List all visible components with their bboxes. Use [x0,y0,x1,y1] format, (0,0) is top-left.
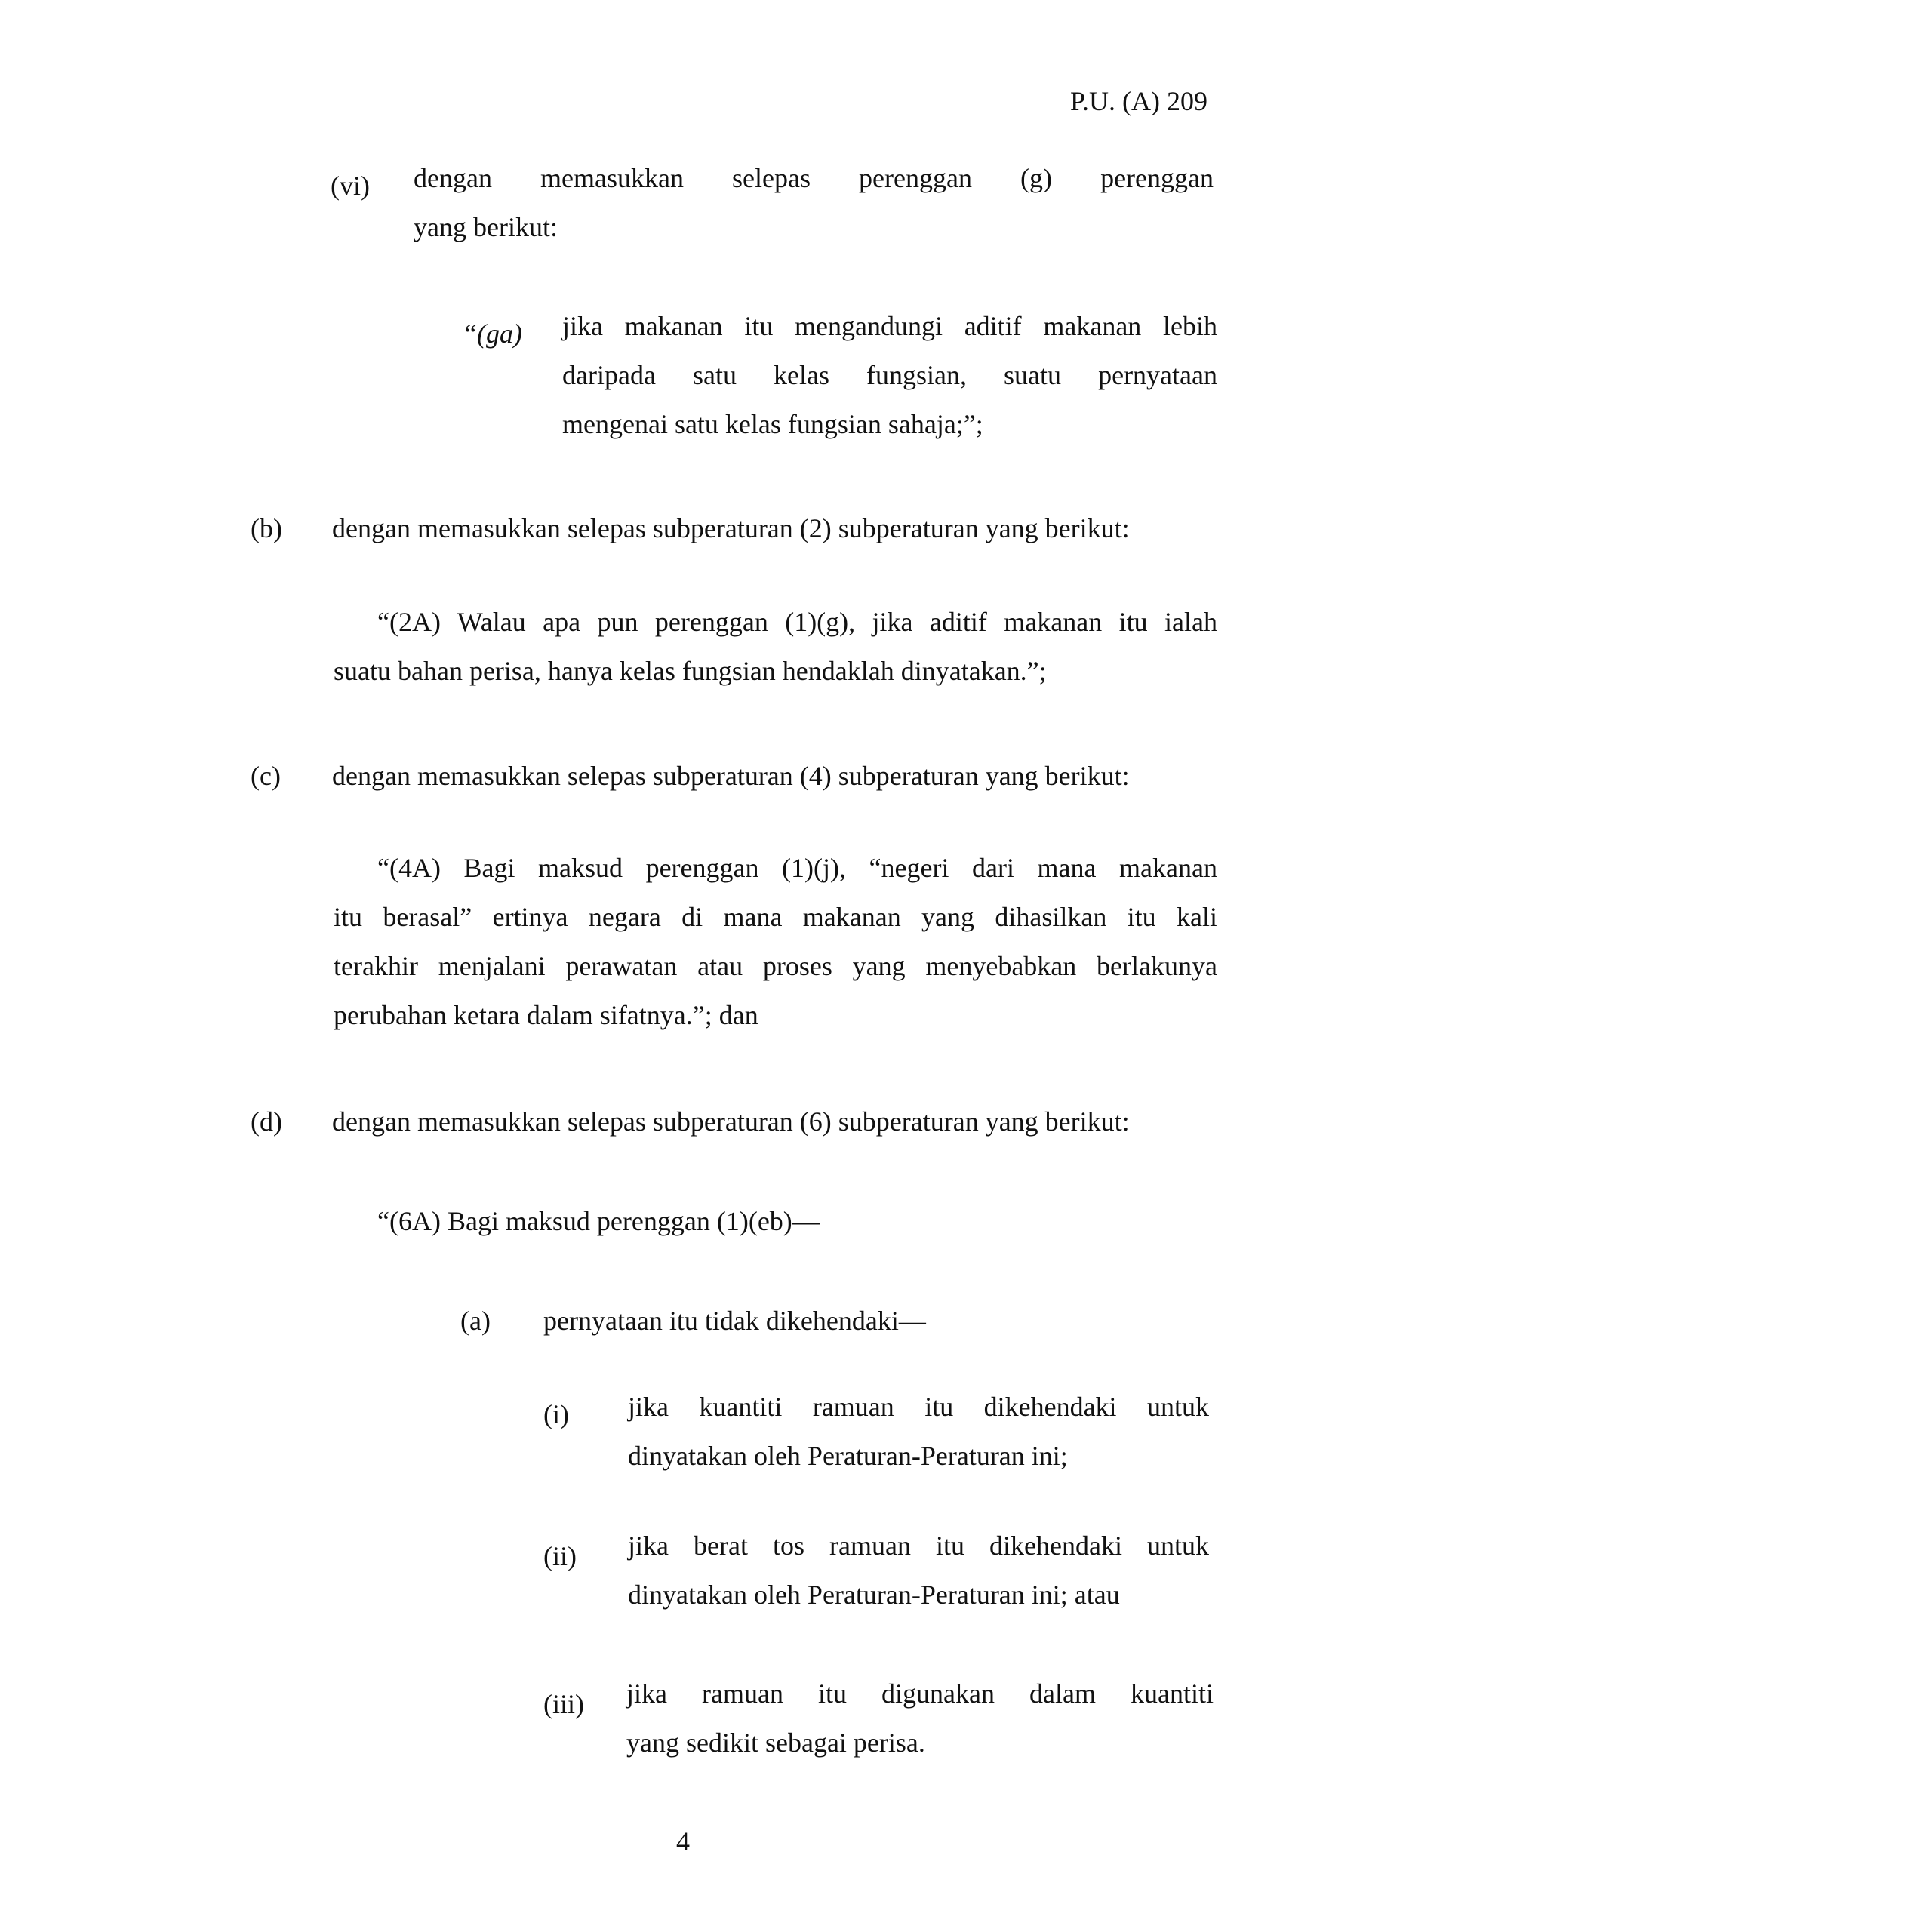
subregulation-4a-line3: terakhir menjalani perawatan atau proses yang menyebabkan berlakunya [334,951,1217,981]
subregulation-2a-line2: suatu bahan perisa, hanya kelas fungsian hendaklah dinyatakan.”; [334,656,1047,686]
subitem-label-ii: (ii) [543,1541,577,1571]
subitem-label-a: (a) [460,1306,491,1336]
subitem-text-a: pernyataan itu tidak dikehendaki— [543,1306,926,1336]
subitem-text-ii-line2: dinyatakan oleh Peraturan-Peraturan ini; atau [628,1580,1120,1610]
item-label-b: (b) [251,513,282,543]
item-label-c: (c) [251,761,281,791]
subitem-text-iii-line1: jika ramuan itu digunakan dalam kuantiti [626,1678,1214,1709]
item-text-ga [562,302,1217,449]
item-text-d: dengan memasukkan selepas subperaturan (6) subperaturan yang berikut: [332,1106,1130,1137]
subregulation-4a-line2: itu berasal” ertinya negara di mana makanan yang dihasilkan itu kali [334,902,1217,932]
subregulation-2a-line1: “(2A) Walau apa pun perenggan (1)(g), jika aditif makanan itu ialah [377,607,1217,637]
item-text-b: dengan memasukkan selepas subperaturan (2) subperaturan yang berikut: [332,513,1130,543]
subitem-text-iii-line2: yang sedikit sebagai perisa. [626,1727,925,1758]
subitem-text-iii [626,1669,1214,1767]
document-reference: P.U. (A) 209 [1069,86,1208,116]
subitem-text-i-line1: jika kuantiti ramuan itu dikehendaki untuk [628,1392,1209,1422]
item-text-ga-line2: daripada satu kelas fungsian, suatu pernyataan [562,360,1217,390]
page-number: 4 [676,1826,690,1857]
subregulation-6a: “(6A) Bagi maksud perenggan (1)(eb)— [377,1206,820,1236]
item-label-d: (d) [251,1106,282,1137]
item-text-vi-line1: dengan memasukkan selepas perenggan (g) perenggan [414,163,1214,193]
subitem-label-i: (i) [543,1399,569,1429]
item-label-vi: (vi) [331,171,370,201]
item-label-ga: “(ga) [462,318,522,349]
item-text-ga-line3: mengenai satu kelas fungsian sahaja;”; [562,409,983,439]
subregulation-4a-line1: “(4A) Bagi maksud perenggan (1)(j), “negeri dari mana makanan [377,853,1217,883]
item-text-vi [414,154,1214,252]
subregulation-4a [334,844,1217,1040]
item-text-vi-line2: yang berikut: [414,212,558,242]
subitem-text-ii-line1: jika berat tos ramuan itu dikehendaki untuk [628,1531,1209,1561]
subregulation-4a-line4: perubahan ketara dalam sifatnya.”; dan [334,1000,758,1030]
subitem-text-i [628,1383,1209,1481]
subregulation-2a [334,598,1217,696]
subitem-text-i-line2: dinyatakan oleh Peraturan-Peraturan ini; [628,1441,1068,1471]
item-text-ga-line1: jika makanan itu mengandungi aditif makanan lebih [562,311,1217,341]
subitem-text-ii [628,1521,1209,1620]
subitem-label-iii: (iii) [543,1689,584,1719]
item-text-c: dengan memasukkan selepas subperaturan (4) subperaturan yang berikut: [332,761,1130,791]
